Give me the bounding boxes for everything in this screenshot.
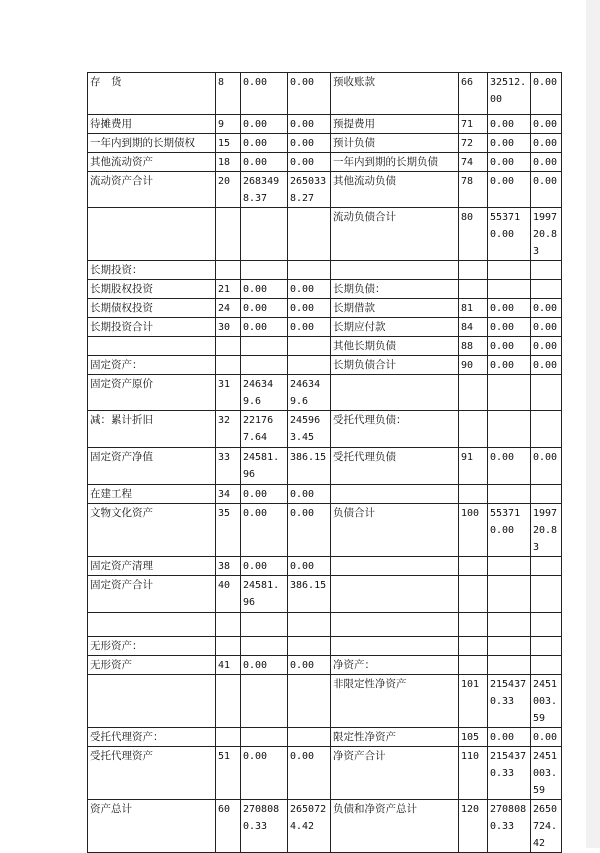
asset-line-no-cell: 33 <box>216 448 241 485</box>
table-row <box>88 375 562 411</box>
asset-period-start-cell <box>288 337 331 356</box>
liability-period-start-cell: 0.00 <box>531 356 562 375</box>
liability-period-end-cell: 0.00 <box>488 299 531 318</box>
liability-period-start-cell: 199720.83 <box>531 504 562 557</box>
liability-item-cell <box>331 375 459 411</box>
asset-period-end-cell: 0.00 <box>241 504 288 557</box>
asset-period-end-cell: 221767.64 <box>241 411 288 448</box>
liability-line-no-cell: 71 <box>459 115 488 134</box>
table-row <box>88 318 562 337</box>
liability-item-cell <box>331 637 459 656</box>
asset-period-start-cell: 2650338.27 <box>288 172 331 208</box>
table-row <box>88 576 562 613</box>
table-row <box>88 153 562 172</box>
asset-item-cell: 固定资产合计 <box>88 576 216 613</box>
liability-item-cell: 净资产合计 <box>331 747 459 800</box>
liability-period-start-cell: 0.00 <box>531 153 562 172</box>
liability-period-start-cell <box>531 485 562 504</box>
asset-period-end-cell: 0.00 <box>241 656 288 675</box>
liability-period-start-cell <box>531 656 562 675</box>
liability-item-cell: 负债和净资产总计 <box>331 800 459 853</box>
asset-line-no-cell <box>216 728 241 747</box>
liability-line-no-cell <box>459 280 488 299</box>
asset-line-no-cell: 30 <box>216 318 241 337</box>
asset-period-end-cell: 0.00 <box>241 73 288 115</box>
asset-line-no-cell: 40 <box>216 576 241 613</box>
asset-item-cell: 存 货 <box>88 73 216 115</box>
asset-period-end-cell <box>241 675 288 728</box>
asset-item-cell <box>88 675 216 728</box>
asset-period-start-cell: 386.15 <box>288 448 331 485</box>
liability-line-no-cell <box>459 557 488 576</box>
asset-item-cell: 长期债权投资 <box>88 299 216 318</box>
table-row <box>88 637 562 656</box>
liability-period-end-cell: 0.00 <box>488 115 531 134</box>
liability-period-start-cell: 199720.83 <box>531 208 562 261</box>
asset-item-cell: 减：累计折旧 <box>88 411 216 448</box>
asset-period-end-cell: 0.00 <box>241 747 288 800</box>
liability-period-end-cell: 32512.00 <box>488 73 531 115</box>
asset-item-cell: 无形资产 <box>88 656 216 675</box>
asset-period-end-cell: 0.00 <box>241 134 288 153</box>
asset-period-end-cell <box>241 637 288 656</box>
liability-line-no-cell: 120 <box>459 800 488 853</box>
asset-period-start-cell: 0.00 <box>288 153 331 172</box>
asset-item-cell: 固定资产清理 <box>88 557 216 576</box>
liability-period-end-cell <box>488 261 531 280</box>
liability-item-cell: 预收账款 <box>331 73 459 115</box>
liability-period-end-cell <box>488 656 531 675</box>
liability-item-cell: 长期负债： <box>331 280 459 299</box>
asset-period-end-cell: 24581.96 <box>241 448 288 485</box>
asset-period-start-cell: 246349.6 <box>288 375 331 411</box>
asset-line-no-cell: 20 <box>216 172 241 208</box>
asset-period-end-cell: 0.00 <box>241 280 288 299</box>
asset-item-cell: 待摊费用 <box>88 115 216 134</box>
liability-period-start-cell: 0.00 <box>531 134 562 153</box>
table-row <box>88 411 562 448</box>
liability-line-no-cell: 80 <box>459 208 488 261</box>
asset-period-start-cell <box>288 261 331 280</box>
asset-period-start-cell: 0.00 <box>288 73 331 115</box>
liability-period-start-cell: 0.00 <box>531 299 562 318</box>
liability-line-no-cell: 110 <box>459 747 488 800</box>
table-row <box>88 656 562 675</box>
table-row <box>88 356 562 375</box>
liability-period-end-cell: 0.00 <box>488 448 531 485</box>
asset-line-no-cell: 21 <box>216 280 241 299</box>
liability-line-no-cell: 105 <box>459 728 488 747</box>
asset-item-cell: 长期投资： <box>88 261 216 280</box>
liability-line-no-cell: 66 <box>459 73 488 115</box>
liability-item-cell <box>331 576 459 613</box>
liability-item-cell: 其他流动负债 <box>331 172 459 208</box>
liability-period-start-cell <box>531 375 562 411</box>
asset-period-end-cell: 2683498.37 <box>241 172 288 208</box>
liability-line-no-cell <box>459 576 488 613</box>
asset-period-end-cell <box>241 613 288 637</box>
liability-item-cell <box>331 613 459 637</box>
table-row <box>88 115 562 134</box>
asset-period-end-cell: 0.00 <box>241 318 288 337</box>
asset-period-start-cell: 0.00 <box>288 557 331 576</box>
liability-line-no-cell <box>459 637 488 656</box>
liability-line-no-cell: 90 <box>459 356 488 375</box>
liability-period-end-cell <box>488 280 531 299</box>
liability-period-start-cell: 0.00 <box>531 337 562 356</box>
asset-period-end-cell: 0.00 <box>241 115 288 134</box>
liability-period-end-cell <box>488 637 531 656</box>
asset-line-no-cell: 34 <box>216 485 241 504</box>
asset-line-no-cell: 18 <box>216 153 241 172</box>
liability-period-start-cell <box>531 280 562 299</box>
liability-period-start-cell: 2650724.42 <box>531 800 562 853</box>
table-row <box>88 299 562 318</box>
asset-item-cell: 长期股权投资 <box>88 280 216 299</box>
table-row <box>88 134 562 153</box>
liability-line-no-cell <box>459 656 488 675</box>
page-edge-shadow <box>586 0 600 848</box>
asset-item-cell: 其他流动资产 <box>88 153 216 172</box>
table-row <box>88 73 562 115</box>
asset-period-end-cell: 24581.96 <box>241 576 288 613</box>
table-row <box>88 728 562 747</box>
asset-line-no-cell: 38 <box>216 557 241 576</box>
table-row <box>88 485 562 504</box>
table-row <box>88 172 562 208</box>
asset-line-no-cell <box>216 613 241 637</box>
asset-item-cell <box>88 208 216 261</box>
liability-item-cell: 受托代理负债 <box>331 448 459 485</box>
liability-item-cell: 一年内到期的长期负债 <box>331 153 459 172</box>
liability-period-start-cell: 0.00 <box>531 728 562 747</box>
asset-period-start-cell: 0.00 <box>288 656 331 675</box>
liability-item-cell: 预计负债 <box>331 134 459 153</box>
liability-item-cell <box>331 557 459 576</box>
liability-period-start-cell: 0.00 <box>531 115 562 134</box>
table-row <box>88 557 562 576</box>
liability-item-cell: 限定性净资产 <box>331 728 459 747</box>
asset-period-start-cell: 2650724.42 <box>288 800 331 853</box>
asset-period-end-cell <box>241 337 288 356</box>
asset-period-end-cell <box>241 208 288 261</box>
asset-period-start-cell: 245963.45 <box>288 411 331 448</box>
asset-line-no-cell: 9 <box>216 115 241 134</box>
asset-period-start-cell: 0.00 <box>288 747 331 800</box>
balance-sheet-table <box>87 72 562 853</box>
liability-item-cell: 长期借款 <box>331 299 459 318</box>
liability-line-no-cell <box>459 613 488 637</box>
liability-line-no-cell: 81 <box>459 299 488 318</box>
asset-item-cell: 资产总计 <box>88 800 216 853</box>
asset-line-no-cell: 51 <box>216 747 241 800</box>
asset-item-cell <box>88 337 216 356</box>
asset-period-end-cell <box>241 356 288 375</box>
liability-period-end-cell: 553710.00 <box>488 208 531 261</box>
asset-item-cell <box>88 613 216 637</box>
asset-item-cell: 文物文化资产 <box>88 504 216 557</box>
asset-line-no-cell <box>216 675 241 728</box>
table-row <box>88 800 562 853</box>
table-row <box>88 337 562 356</box>
liability-line-no-cell: 84 <box>459 318 488 337</box>
asset-period-end-cell: 246349.6 <box>241 375 288 411</box>
liability-period-end-cell: 0.00 <box>488 153 531 172</box>
liability-line-no-cell: 101 <box>459 675 488 728</box>
asset-item-cell: 受托代理资产： <box>88 728 216 747</box>
liability-period-start-cell <box>531 261 562 280</box>
table-row <box>88 747 562 800</box>
asset-line-no-cell: 24 <box>216 299 241 318</box>
liability-line-no-cell: 91 <box>459 448 488 485</box>
liability-item-cell <box>331 261 459 280</box>
liability-line-no-cell: 88 <box>459 337 488 356</box>
asset-line-no-cell: 15 <box>216 134 241 153</box>
table-row <box>88 448 562 485</box>
asset-period-end-cell: 2708080.33 <box>241 800 288 853</box>
asset-line-no-cell: 41 <box>216 656 241 675</box>
liability-line-no-cell <box>459 261 488 280</box>
liability-item-cell: 非限定性净资产 <box>331 675 459 728</box>
asset-period-end-cell <box>241 261 288 280</box>
asset-period-end-cell: 0.00 <box>241 557 288 576</box>
asset-line-no-cell <box>216 337 241 356</box>
balance-sheet-body <box>88 73 562 853</box>
liability-period-end-cell: 0.00 <box>488 134 531 153</box>
asset-item-cell: 流动资产合计 <box>88 172 216 208</box>
liability-period-start-cell <box>531 637 562 656</box>
table-row <box>88 613 562 637</box>
asset-period-end-cell: 0.00 <box>241 153 288 172</box>
liability-period-start-cell: 0.00 <box>531 172 562 208</box>
asset-period-end-cell: 0.00 <box>241 485 288 504</box>
asset-period-start-cell: 0.00 <box>288 318 331 337</box>
liability-period-start-cell <box>531 576 562 613</box>
liability-item-cell: 长期应付款 <box>331 318 459 337</box>
asset-item-cell: 固定资产净值 <box>88 448 216 485</box>
table-row <box>88 504 562 557</box>
liability-period-start-cell: 0.00 <box>531 318 562 337</box>
asset-item-cell: 无形资产： <box>88 637 216 656</box>
asset-period-start-cell <box>288 613 331 637</box>
asset-item-cell: 在建工程 <box>88 485 216 504</box>
liability-item-cell: 净资产： <box>331 656 459 675</box>
liability-period-end-cell: 0.00 <box>488 172 531 208</box>
asset-item-cell: 固定资产原价 <box>88 375 216 411</box>
liability-line-no-cell <box>459 485 488 504</box>
asset-period-start-cell <box>288 675 331 728</box>
liability-period-end-cell: 2708080.33 <box>488 800 531 853</box>
liability-period-start-cell <box>531 557 562 576</box>
liability-item-cell: 预提费用 <box>331 115 459 134</box>
asset-line-no-cell <box>216 261 241 280</box>
liability-period-end-cell: 0.00 <box>488 337 531 356</box>
asset-period-start-cell <box>288 356 331 375</box>
liability-line-no-cell: 72 <box>459 134 488 153</box>
liability-period-end-cell <box>488 375 531 411</box>
liability-period-end-cell <box>488 613 531 637</box>
liability-item-cell: 其他长期负债 <box>331 337 459 356</box>
asset-period-start-cell <box>288 728 331 747</box>
liability-period-end-cell <box>488 576 531 613</box>
liability-period-end-cell: 553710.00 <box>488 504 531 557</box>
liability-line-no-cell <box>459 411 488 448</box>
asset-period-end-cell: 0.00 <box>241 299 288 318</box>
asset-period-start-cell: 0.00 <box>288 299 331 318</box>
asset-period-end-cell <box>241 728 288 747</box>
liability-line-no-cell: 78 <box>459 172 488 208</box>
asset-period-start-cell <box>288 208 331 261</box>
liability-period-end-cell: 0.00 <box>488 318 531 337</box>
liability-line-no-cell: 74 <box>459 153 488 172</box>
table-row <box>88 280 562 299</box>
table-row <box>88 208 562 261</box>
asset-period-start-cell: 0.00 <box>288 504 331 557</box>
liability-period-end-cell <box>488 411 531 448</box>
asset-line-no-cell: 60 <box>216 800 241 853</box>
asset-line-no-cell: 8 <box>216 73 241 115</box>
liability-period-end-cell: 0.00 <box>488 356 531 375</box>
asset-item-cell: 长期投资合计 <box>88 318 216 337</box>
liability-item-cell: 负债合计 <box>331 504 459 557</box>
liability-line-no-cell <box>459 375 488 411</box>
liability-period-start-cell <box>531 411 562 448</box>
liability-period-start-cell: 0.00 <box>531 448 562 485</box>
liability-period-start-cell: 0.00 <box>531 73 562 115</box>
liability-item-cell: 长期负债合计 <box>331 356 459 375</box>
asset-line-no-cell: 35 <box>216 504 241 557</box>
liability-period-end-cell <box>488 557 531 576</box>
asset-period-start-cell <box>288 637 331 656</box>
asset-line-no-cell <box>216 637 241 656</box>
asset-line-no-cell: 32 <box>216 411 241 448</box>
asset-item-cell: 固定资产： <box>88 356 216 375</box>
liability-item-cell: 受托代理负债： <box>331 411 459 448</box>
liability-period-end-cell: 2154370.33 <box>488 675 531 728</box>
liability-line-no-cell: 100 <box>459 504 488 557</box>
asset-period-start-cell: 386.15 <box>288 576 331 613</box>
liability-period-start-cell: 2451003.59 <box>531 747 562 800</box>
liability-item-cell <box>331 485 459 504</box>
asset-period-start-cell: 0.00 <box>288 134 331 153</box>
asset-line-no-cell <box>216 356 241 375</box>
asset-line-no-cell <box>216 208 241 261</box>
liability-period-start-cell <box>531 613 562 637</box>
asset-period-start-cell: 0.00 <box>288 485 331 504</box>
liability-period-end-cell: 0.00 <box>488 728 531 747</box>
asset-period-start-cell: 0.00 <box>288 115 331 134</box>
asset-period-start-cell: 0.00 <box>288 280 331 299</box>
liability-period-end-cell: 2154370.33 <box>488 747 531 800</box>
table-row <box>88 675 562 728</box>
liability-item-cell: 流动负债合计 <box>331 208 459 261</box>
asset-line-no-cell: 31 <box>216 375 241 411</box>
liability-period-end-cell <box>488 485 531 504</box>
asset-item-cell: 受托代理资产 <box>88 747 216 800</box>
asset-item-cell: 一年内到期的长期债权 <box>88 134 216 153</box>
table-row <box>88 261 562 280</box>
liability-period-start-cell: 2451003.59 <box>531 675 562 728</box>
